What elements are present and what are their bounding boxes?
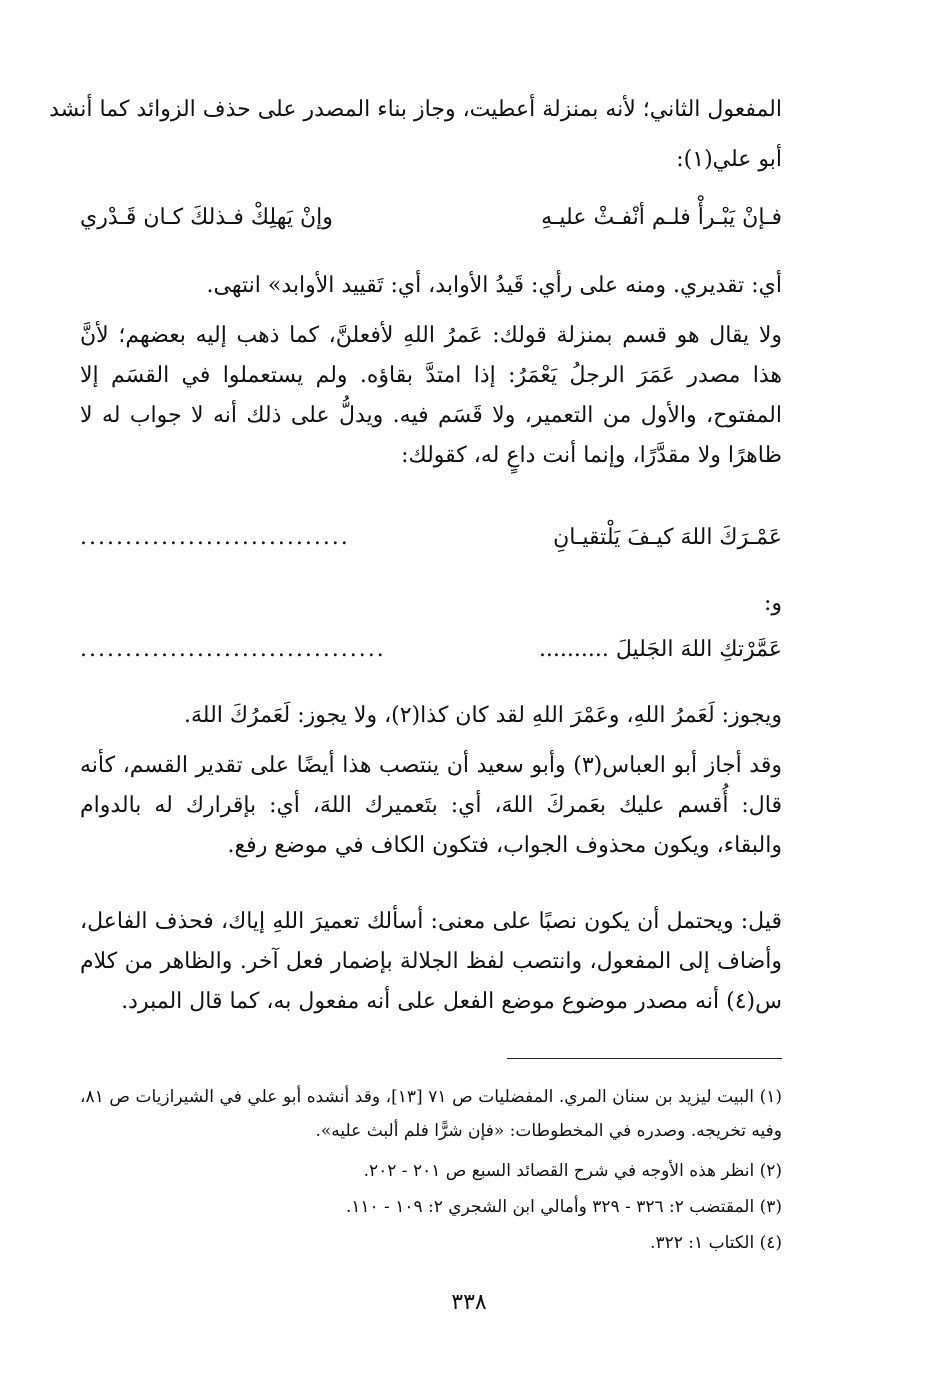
verse-hemistich-right: عَمَّرْتكِ اللهَ الجَليلَ .......... bbox=[538, 637, 782, 662]
verse-2 bbox=[80, 518, 782, 558]
footnote: (١) البيت ليزيد بن سنان المري. المفضليات ص ٧١ [١٣]، وقد أنشده أبو علي في الشيرازيات ص ٨١، وفيه تخريجه. وصدره في المخطوطات: «فإن شرًّا فلم ألبث عليه». bbox=[80, 1087, 782, 1141]
text-line: أبو علي(١): bbox=[676, 147, 782, 172]
verse-hemistich-right: عَمْـرَكَ اللهَ كيـفَ يَلْتقيـانِ bbox=[553, 525, 782, 550]
paragraph: وقد أجاز أبو العباس(٣) وأبو سعيد أن ينتصب هذا أيضًا على تقدير القسم، كأنه قال: أُقسم عليك بعَمركَ اللهَ، أي: بتَعميرك اللهَ، أي: بإقرارك له بالدوام والبقاء، ويكون محذوف الجواب، فتكون الكاف في موضع رفع. bbox=[80, 753, 782, 858]
footnote-separator bbox=[507, 1058, 782, 1059]
text-line: المفعول الثاني؛ لأنه بمنزلة أعطيت، وجاز بناء المصدر على حذف الزوائد كما أنشد bbox=[49, 97, 782, 122]
paragraph: أي: تقديري. ومنه على رأي: قَيدُ الأوابد، أي: تَقييد الأوابد» انتهى. bbox=[206, 273, 782, 298]
footnote: (٢) انظر هذه الأوجه في شرح القصائد السبع ص ٢٠١ - ٢٠٢. bbox=[363, 1161, 782, 1181]
verse-3 bbox=[80, 630, 782, 670]
footnote: (٣) المقتضب ٢: ٣٢٦ - ٣٢٩ وأمالي ابن الشجري ٢: ١٠٩ - ١١٠. bbox=[345, 1197, 782, 1217]
page-number: ٣٣٨ bbox=[451, 1290, 487, 1315]
paragraph: ولا يقال هو قسم بمنزلة قولك: عَمرُ اللهِ لأفعلنَّ، كما ذهب إليه بعضهم؛ لأنَّ هذا مصدر عَمَرَ الرجلُ يَعْمَرُ: إذا امتدَّ بقاؤه. ولم يستعملوا في القسَم إلا المفتوح، والأول من التعمير، ولا قَسَم فيه. ويدلُّ على ذلك أنه لا جواب له لا ظاهرًا ولا مقدَّرًا، وإنما أنت داعٍ له، كقولك: bbox=[80, 323, 782, 468]
paragraph: قيل: ويحتمل أن يكون نصبًا على معنى: أسألك تعميرَ اللهِ إياك، فحذف الفاعل، وأضاف إلى المفعول، وانتصب لفظ الجلالة بإضمار فعل آخر. والظاهر من كلام س(٤) أنه مصدر موضوع موضع الفعل على أنه مفعول به، كما قال المبرد. bbox=[80, 909, 782, 1014]
footnote: (٤) الكتاب ١: ٣٢٢. bbox=[650, 1233, 782, 1253]
verse-dots: .................................. bbox=[80, 637, 386, 662]
verse-dots: .............................. bbox=[80, 525, 350, 550]
verse-hemistich-right: فـإنْ يَبْـرأْ فلـم أنْفـثْ عليـهِ bbox=[541, 205, 782, 230]
verse-hemistich-left: وإنْ يَهلِكْ فـذلكَ كـان قَـدْري bbox=[80, 205, 333, 230]
text-line: و: bbox=[763, 591, 782, 616]
paragraph: ويجوز: لَعَمرُ اللهِ، وعَمْرَ اللهِ لقد كان كذا(٢)، ولا يجوز: لَعَمرُكَ اللهَ. bbox=[184, 703, 782, 728]
verse-1 bbox=[80, 198, 782, 238]
